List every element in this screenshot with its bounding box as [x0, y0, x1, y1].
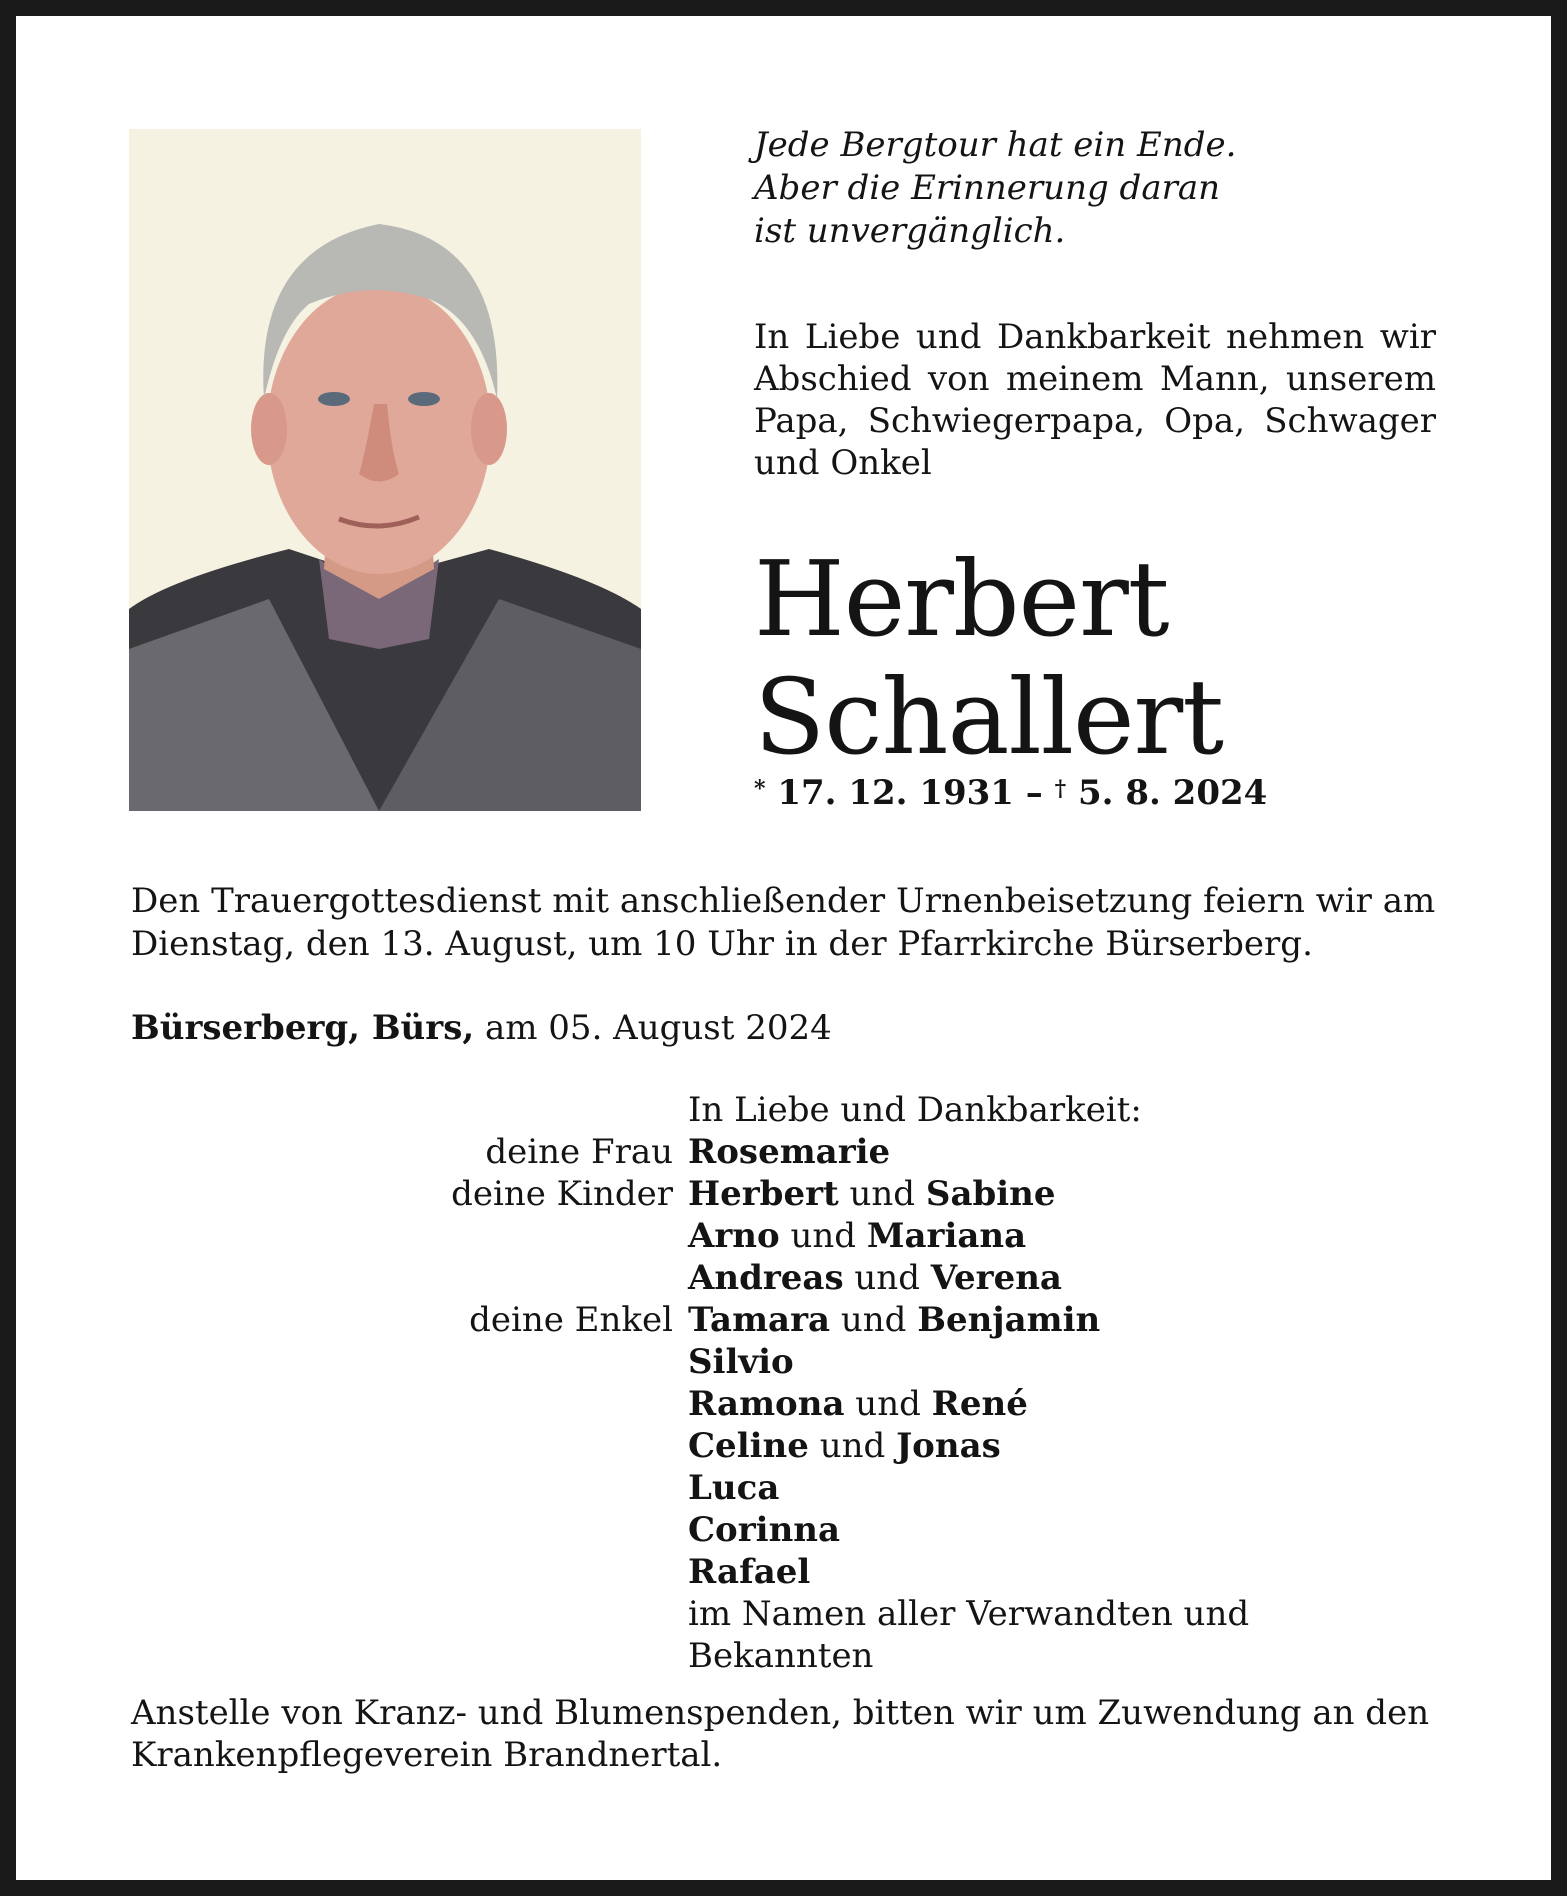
- mourner-names: [688, 1467, 779, 1509]
- mourner-row: [131, 1173, 1441, 1215]
- mourner-row: [131, 1425, 1441, 1467]
- conjunction: und: [854, 1258, 920, 1298]
- mourner-name: Andreas: [688, 1258, 844, 1298]
- mourner-row: [131, 1131, 1441, 1173]
- mourner-name: Sabine: [925, 1174, 1056, 1214]
- conjunction: und: [840, 1300, 907, 1340]
- mourner-name: Silvio: [688, 1342, 794, 1382]
- quote-line: ist unvergänglich.: [754, 211, 1066, 251]
- mourner-names: [688, 1341, 794, 1383]
- conjunction: und: [790, 1216, 857, 1256]
- quote-line: Aber die Erinnerung daran: [754, 168, 1221, 208]
- mourner-name: Arno: [688, 1216, 780, 1256]
- farewell-intro: In Liebe und Dankbarkeit nehmen wir Abschied von meinem Mann, unserem Papa, Schwiegerpapa, Opa, Schwager und Onkel: [754, 317, 1436, 483]
- donation-request: Anstelle von Kranz- und Blumenspenden, bitten wir um Zuwendung an den Krankenpflegeverein Brandnertal.: [131, 1693, 1430, 1775]
- relation-label: [131, 1215, 688, 1257]
- mourners-closing: im Namen aller Verwandten und Bekannten: [688, 1594, 1250, 1676]
- mourner-row: [131, 1509, 1441, 1551]
- place-and-date: [131, 1007, 832, 1049]
- memorial-quote: [754, 124, 1236, 253]
- relation-label: deine Frau: [485, 1132, 673, 1172]
- mourner-row: [131, 1257, 1441, 1299]
- quote-line: Jede Bergtour hat ein Ende.: [754, 125, 1237, 165]
- mourner-names: [688, 1425, 1001, 1467]
- death-date: 5. 8. 2024: [1078, 773, 1268, 813]
- first-name: Herbert: [754, 538, 1169, 660]
- mourner-row: [131, 1551, 1441, 1593]
- mourner-row: [131, 1467, 1441, 1509]
- relation-label: [131, 1467, 688, 1509]
- announcement-date: am 05. August 2024: [484, 1008, 832, 1048]
- date-separator: –: [1013, 773, 1055, 813]
- mourner-name: Rafael: [688, 1552, 811, 1592]
- mourner-name: Mariana: [866, 1216, 1027, 1256]
- relation-label: [131, 1509, 688, 1551]
- mourner-names: [688, 1299, 1100, 1341]
- mourner-name: Jonas: [896, 1426, 1001, 1466]
- birth-date: 17. 12. 1931: [777, 773, 1014, 813]
- life-dates: [754, 772, 1267, 818]
- mourners-list: [131, 1089, 1441, 1677]
- death-symbol: †: [1054, 776, 1067, 802]
- relation-label: [131, 1257, 688, 1299]
- birth-symbol: *: [754, 776, 766, 802]
- mourner-names: [688, 1509, 840, 1551]
- mourners-heading-row: [131, 1089, 1441, 1131]
- mourner-row: [131, 1215, 1441, 1257]
- conjunction: und: [855, 1384, 921, 1424]
- place: Bürserberg, Bürs,: [131, 1008, 475, 1048]
- funeral-service-info: Den Trauergottesdienst mit anschließender Urnenbeisetzung feiern wir am Dienstag, den 13. August, um 10 Uhr in der Pfarrkirche Bürserberg.: [131, 881, 1436, 964]
- mourner-name: Celine: [688, 1426, 809, 1466]
- portrait-photo: [129, 129, 641, 811]
- relation-label: deine Kinder: [451, 1174, 673, 1214]
- mourner-row: [131, 1341, 1441, 1383]
- mourner-names: [688, 1257, 1062, 1299]
- conjunction: und: [819, 1426, 886, 1466]
- relation-label: [131, 1341, 688, 1383]
- deceased-name: [754, 540, 1223, 776]
- mourners-closing-row: [131, 1593, 1441, 1677]
- relation-label: [131, 1383, 688, 1425]
- relation-label: deine Enkel: [469, 1300, 673, 1340]
- mourner-name: Rosemarie: [688, 1132, 891, 1172]
- mourner-name: Verena: [930, 1258, 1062, 1298]
- mourner-names: [688, 1131, 890, 1173]
- mourner-name: Luca: [688, 1468, 780, 1508]
- mourner-row: [131, 1383, 1441, 1425]
- mourner-names: [688, 1383, 1028, 1425]
- mourner-name: Benjamin: [917, 1300, 1101, 1340]
- relation-label: [131, 1425, 688, 1467]
- last-name: Schallert: [754, 656, 1224, 778]
- mourner-row: [131, 1299, 1441, 1341]
- mourner-names: [688, 1215, 1026, 1257]
- conjunction: und: [849, 1174, 916, 1214]
- mourner-name: Ramona: [688, 1384, 845, 1424]
- mourner-name: Corinna: [688, 1510, 841, 1550]
- mourner-names: [688, 1551, 810, 1593]
- mourner-name: Herbert: [688, 1174, 839, 1214]
- mourner-names: [688, 1173, 1056, 1215]
- relation-label: [131, 1551, 688, 1593]
- mourner-name: Tamara: [688, 1300, 831, 1340]
- mourner-name: René: [931, 1384, 1028, 1424]
- mourners-heading: In Liebe und Dankbarkeit:: [688, 1090, 1142, 1130]
